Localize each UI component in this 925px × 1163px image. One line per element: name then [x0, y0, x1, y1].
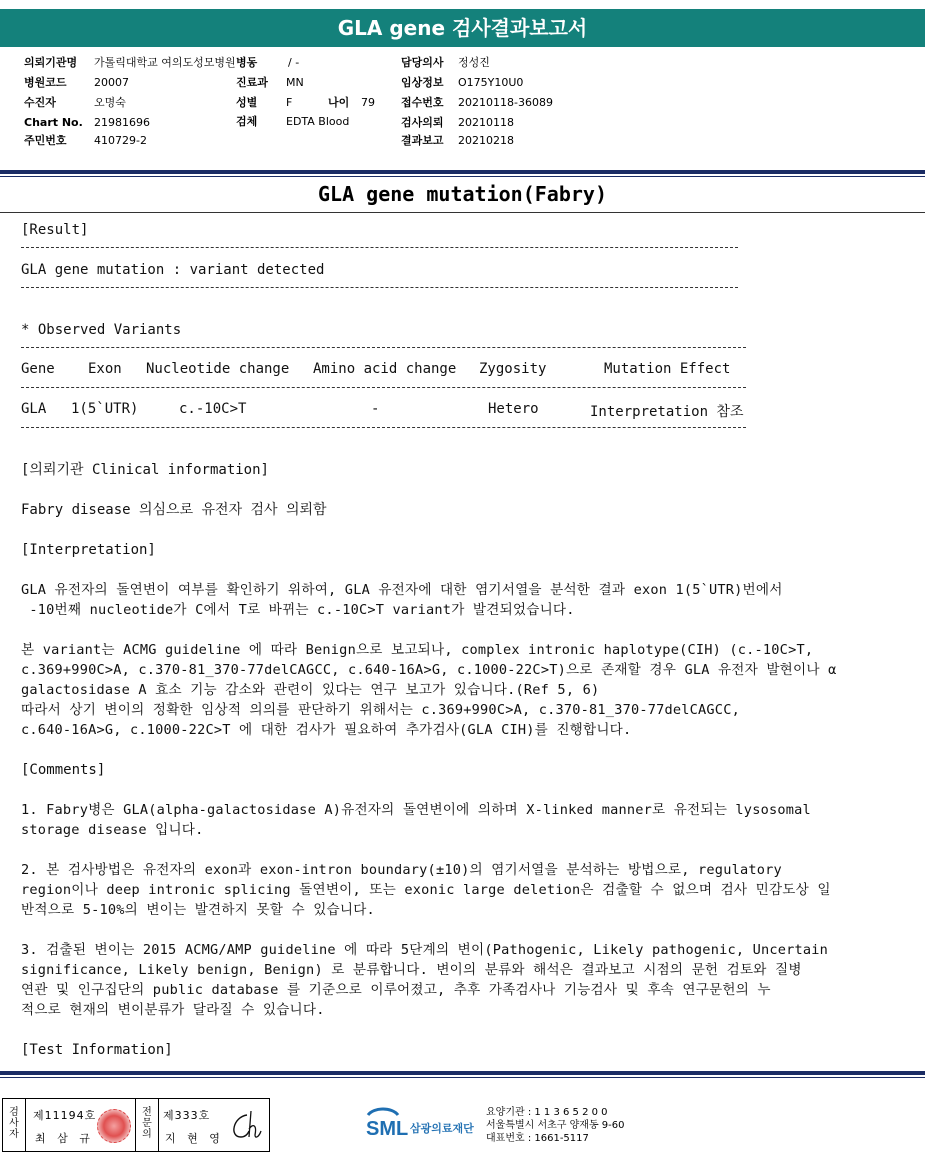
interpretation-paragraph-2	[21, 640, 911, 740]
report-date-value: 20210218	[458, 134, 514, 147]
hospital-code-value: 20007	[94, 76, 129, 89]
comment-1	[21, 800, 911, 840]
header-divider	[0, 170, 925, 174]
result-heading: [Result]	[21, 222, 89, 238]
interpretation-paragraph-1	[21, 580, 911, 620]
cell-amino-acid: -	[371, 401, 380, 417]
specimen-value: EDTA Blood	[286, 115, 350, 128]
col-amino-acid: Amino acid change	[313, 361, 457, 377]
specialist-label-cell	[135, 1099, 159, 1151]
logo-foundation: 삼광의료재단	[410, 1122, 474, 1135]
variants-dash-2	[21, 387, 746, 388]
result-dash-1	[21, 247, 738, 248]
sml-logo	[364, 1105, 484, 1149]
result-summary: GLA gene mutation : variant detected	[21, 262, 325, 278]
specimen-label: 검체	[236, 115, 258, 128]
hospital-code-label: 병원코드	[24, 76, 67, 89]
comment-2-line: region이나 deep intronic splicing 돌연변이, 또는 exonic large deletion은 검출할 수 없으며 검사 민감도상 일	[21, 882, 831, 898]
receipt-no-value: 20210118-36089	[458, 96, 553, 109]
footer-line-address: 서울특별시 서초구 양재동 9-60	[486, 1120, 625, 1131]
col-mutation-effect: Mutation Effect	[604, 361, 731, 377]
test-info-heading: [Test Information]	[21, 1042, 173, 1058]
comment-3-line: 적으로 현재의 변이분류가 달라질 수 있습니다.	[21, 1002, 325, 1018]
examiner-name: 최 삼 규	[35, 1132, 94, 1145]
request-date-value: 20210118	[458, 116, 514, 129]
examiner-license: 제11194호	[33, 1109, 97, 1122]
interpretation-heading: [Interpretation]	[21, 542, 156, 558]
chart-no-label: Chart No.	[24, 116, 83, 129]
cell-exon: 1(5`UTR)	[71, 401, 139, 417]
specialist-signature	[225, 1107, 265, 1145]
clinical-info-label: 임상정보	[401, 76, 444, 89]
ward-value: / -	[288, 56, 300, 69]
interp-p2-line: 본 variant는 ACMG guideline 에 따라 Benign으로 보고되나, complex intronic haplotype(CIH) (c.-10C>T,	[21, 642, 814, 658]
comment-3-line: 연관 및 인구집단의 public database 를 기준으로 이루어졌고, 추후 가족검사나 기능검사 및 후속 연구문헌의 누	[21, 982, 771, 998]
comment-2	[21, 860, 911, 920]
ward-label: 병동	[236, 56, 258, 69]
examiner-seal	[97, 1109, 131, 1143]
report-title-banner: GLA gene 검사결과보고서	[0, 9, 925, 47]
logo-text: SML	[366, 1118, 409, 1140]
comment-2-line: 2. 본 검사방법은 유전자의 exon과 exon-intron boundary(±10)의 염기서열을 분석하는 방법으로, regulatory	[21, 862, 782, 878]
resident-no-label: 주민번호	[24, 134, 67, 147]
comments-heading: [Comments]	[21, 762, 106, 778]
col-exon: Exon	[88, 361, 122, 377]
interp-p1-line: -10번째 nucleotide가 C에서 T로 바뀌는 c.-10C>T variant가 발견되었습니다.	[21, 602, 575, 618]
clinical-heading: [의뢰기관 Clinical information]	[21, 462, 269, 478]
comment-1-line: storage disease 입니다.	[21, 822, 204, 838]
signature-box	[2, 1098, 270, 1152]
footer-divider	[0, 1071, 925, 1075]
interp-p2-line: 따라서 상기 변이의 정확한 임상적 의의를 판단하기 위해서는 c.369+990C>A, c.370-81_370-77delCAGCC,	[21, 702, 740, 718]
col-gene: Gene	[21, 361, 55, 377]
dept-value: MN	[286, 76, 304, 89]
examiner-label: 검 사 자	[9, 1107, 19, 1140]
footer-info	[486, 1106, 625, 1145]
examiner-label-cell	[3, 1099, 26, 1151]
comment-3-line: significance, Likely benign, Benign) 로 분류합니다. 변이의 분류와 해석은 결과보고 시점의 문헌 검토와 질병	[21, 962, 802, 978]
col-zygosity: Zygosity	[479, 361, 547, 377]
clinical-text: Fabry disease 의심으로 유전자 검사 의뢰함	[21, 502, 327, 518]
comment-3	[21, 940, 911, 1020]
interp-p2-line: galactosidase A 효소 기능 감소와 관련이 있다는 연구 보고가 있습니다.(Ref 5, 6)	[21, 682, 600, 698]
dept-label: 진료과	[236, 76, 268, 89]
footer-line-code: 요양기관 : 1 1 3 6 5 2 0 0	[486, 1107, 608, 1118]
comment-1-line: 1. Fabry병은 GLA(alpha-galactosidase A)유전자의 돌연변이에 의하며 X-linked manner로 유전되는 lysosomal	[21, 802, 811, 818]
sex-value: F	[286, 96, 293, 109]
cell-mutation-effect: Interpretation 참조	[590, 404, 744, 420]
sex-label: 성별	[236, 96, 258, 109]
cell-gene: GLA	[21, 401, 47, 417]
specialist-name: 지 현 영	[165, 1132, 224, 1145]
receipt-no-label: 접수번호	[401, 96, 444, 109]
age-label: 나이	[328, 96, 350, 109]
hospital-label: 의뢰기관명	[24, 56, 78, 69]
resident-no-value: 410729-2	[94, 134, 147, 147]
observed-heading: * Observed Variants	[21, 322, 182, 338]
doctor-value: 정성진	[458, 56, 490, 69]
report-date-label: 결과보고	[401, 134, 444, 147]
age-value: 79	[361, 96, 375, 109]
sml-logo-icon	[364, 1105, 484, 1145]
hospital-value: 가톨릭대학교 여의도성모병원	[94, 56, 236, 69]
header-divider-thin	[0, 176, 925, 177]
cell-nucleotide: c.-10C>T	[179, 401, 247, 417]
request-date-label: 검사의뢰	[401, 116, 444, 129]
specialist-license: 제333호	[163, 1109, 211, 1122]
cell-zygosity: Hetero	[488, 401, 539, 417]
interp-p1-line: GLA 유전자의 돌연변이 여부를 확인하기 위하여, GLA 유전자에 대한 염기서열을 분석한 결과 exon 1(5`UTR)번에서	[21, 582, 783, 598]
footer-divider-thin	[0, 1077, 925, 1078]
patient-value: 오명숙	[94, 96, 126, 109]
doctor-label: 담당의사	[401, 56, 444, 69]
interp-p2-line: c.640-16A>G, c.1000-22C>T 에 대한 검사가 필요하여 추가검사(GLA CIH)를 진행합니다.	[21, 722, 632, 738]
test-title: GLA gene mutation(Fabry)	[318, 182, 607, 206]
comment-3-line: 3. 검출된 변이는 2015 ACMG/AMP guideline 에 따라 5단계의 변이(Pathogenic, Likely pathogenic, Uncertain	[21, 942, 829, 958]
patient-label: 수진자	[24, 96, 56, 109]
comment-2-line: 반적으로 5-10%의 변이는 발견하지 못할 수 있습니다.	[21, 902, 375, 918]
chart-no-value: 21981696	[94, 116, 150, 129]
variants-dash-1	[21, 347, 746, 348]
specialist-label: 전 문 의	[142, 1107, 152, 1140]
footer-line-phone: 대표번호 : 1661-5117	[486, 1133, 589, 1144]
title-divider	[0, 212, 925, 213]
col-nucleotide: Nucleotide change	[146, 361, 290, 377]
result-dash-2	[21, 287, 738, 288]
interp-p2-line: c.369+990C>A, c.370-81_370-77delCAGCC, c.640-16A>G, c.1000-22C>T)으로 존재할 경우 GLA 유전자 발현이나 α	[21, 662, 837, 678]
clinical-info-value: O175Y10U0	[458, 76, 524, 89]
variants-dash-3	[21, 427, 746, 428]
